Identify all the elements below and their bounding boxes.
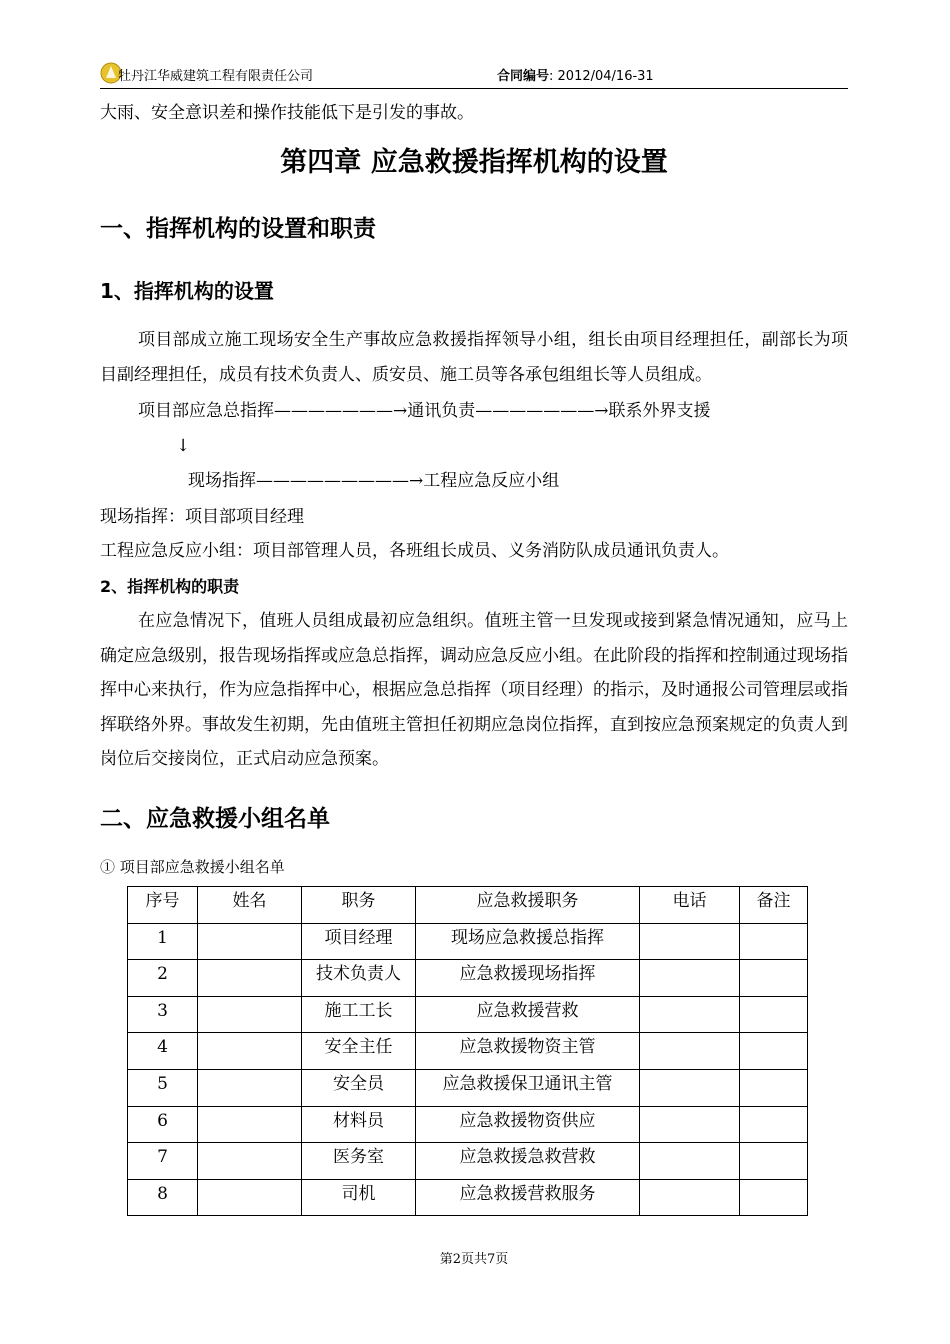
table-cell (740, 1143, 808, 1180)
contract-separator: : (549, 69, 558, 84)
table-cell (198, 923, 302, 960)
page-header (100, 62, 848, 89)
table-cell (198, 1179, 302, 1216)
table-cell (740, 1179, 808, 1216)
table-row (128, 996, 808, 1033)
table-cell: 应急救援保卫通讯主管 (416, 1069, 640, 1106)
table-cell (640, 1143, 740, 1180)
table-cell (640, 1179, 740, 1216)
chapter-title: 第四章 应急救援指挥机构的设置 (280, 147, 668, 178)
subsection1-heading: 1、指挥机构的设置 (100, 279, 274, 303)
table-cell (740, 923, 808, 960)
rescue-team-table (127, 886, 808, 1216)
contract-number (497, 65, 654, 84)
table-cell: 医务室 (302, 1143, 416, 1180)
header-cell: 电话 (640, 887, 740, 924)
table-cell: 施工工长 (302, 996, 416, 1033)
table-cell: 技术负责人 (302, 960, 416, 997)
contract-value: 2012/04/16-31 (557, 69, 654, 84)
table-cell (640, 1069, 740, 1106)
table-cell (740, 1033, 808, 1070)
table-cell: 5 (128, 1069, 198, 1106)
setup-paragraph: 项目部成立施工现场安全生产事故应急救援指挥领导小组，组长由项目经理担任，副部长为项目副经理担任，成员有技术负责人、质安员、施工员等各承包组组长等人员组成。 (100, 330, 848, 385)
table-row (128, 1143, 808, 1180)
subsection2-heading: 2、指挥机构的职责 (100, 577, 240, 596)
company-name: 牡丹江华威建筑工程有限责任公司 (118, 69, 314, 84)
table-cell (640, 1106, 740, 1143)
table-cell (740, 1069, 808, 1106)
header-cell: 备注 (740, 887, 808, 924)
table-cell: 应急救援营救 (416, 996, 640, 1033)
table-cell (198, 1069, 302, 1106)
page-footer: 第2页共7页 (439, 1252, 509, 1267)
site-command-line: 现场指挥：项目部项目经理 (100, 507, 304, 527)
table-row (128, 1033, 808, 1070)
table-row (128, 923, 808, 960)
command-flow-arrow: ↓ (176, 436, 191, 456)
table-cell (640, 1033, 740, 1070)
command-flow-line1: 项目部应急总指挥———————→通讯负责———————→联系外界支援 (138, 401, 711, 421)
table-row (128, 1179, 808, 1216)
table-row (128, 1069, 808, 1106)
duties-paragraph: 在应急情况下，值班人员组成最初应急组织。值班主管一旦发现或接到紧急情况通知，应马上确定应急级别，报告现场指挥或应急总指挥，调动应急反应小组。在此阶段的指挥和控制通过现场指挥中心来执行，作为应急指挥中心，根据应急总指挥（项目经理）的指示，及时通报公司管理层或指挥联络外界。事故发生初期，先由值班主管担任初期应急岗位指挥，直到按应急预案规定的负责人到岗位后交接岗位，正式启动应急预案。 (100, 611, 848, 769)
table-cell: 项目经理 (302, 923, 416, 960)
table-cell (740, 996, 808, 1033)
table-cell: 应急救援现场指挥 (416, 960, 640, 997)
table-row (128, 1106, 808, 1143)
header-cell: 应急救援职务 (416, 887, 640, 924)
table-cell: 安全主任 (302, 1033, 416, 1070)
table-cell: 应急救援急救营救 (416, 1143, 640, 1180)
table-cell (740, 1106, 808, 1143)
table-cell: 应急救援物资主管 (416, 1033, 640, 1070)
table-cell (198, 996, 302, 1033)
table-cell: 3 (128, 996, 198, 1033)
table-cell: 4 (128, 1033, 198, 1070)
table-cell: 现场应急救援总指挥 (416, 923, 640, 960)
table-cell: 安全员 (302, 1069, 416, 1106)
table-cell (198, 1106, 302, 1143)
table-cell (198, 1143, 302, 1180)
table-cell: 应急救援物资供应 (416, 1106, 640, 1143)
header-cell: 职务 (302, 887, 416, 924)
table-cell (640, 960, 740, 997)
table-header-row (128, 887, 808, 924)
header-cell: 序号 (128, 887, 198, 924)
table-cell: 司机 (302, 1179, 416, 1216)
table-row (128, 960, 808, 997)
command-flow-line2: 现场指挥—————————→工程应急反应小组 (188, 471, 560, 491)
table-cell (740, 960, 808, 997)
table-cell (198, 960, 302, 997)
section2-heading: 二、应急救援小组名单 (100, 806, 330, 832)
contract-label: 合同编号 (497, 69, 550, 84)
table-cell (198, 1033, 302, 1070)
table-cell: 应急救援营救服务 (416, 1179, 640, 1216)
table-cell: 1 (128, 923, 198, 960)
response-group-line: 工程应急反应小组：项目部管理人员，各班组长成员、义务消防队成员通讯负责人。 (100, 541, 729, 561)
table-caption: ① 项目部应急救援小组名单 (100, 858, 285, 876)
table-cell: 8 (128, 1179, 198, 1216)
table-cell (640, 923, 740, 960)
intro-line: 大雨、安全意识差和操作技能低下是引发的事故。 (100, 103, 474, 123)
table-cell (640, 996, 740, 1033)
table-cell: 2 (128, 960, 198, 997)
header-cell: 姓名 (198, 887, 302, 924)
section1-heading: 一、指挥机构的设置和职责 (100, 216, 376, 242)
table-cell: 材料员 (302, 1106, 416, 1143)
table-cell: 7 (128, 1143, 198, 1180)
table-cell: 6 (128, 1106, 198, 1143)
